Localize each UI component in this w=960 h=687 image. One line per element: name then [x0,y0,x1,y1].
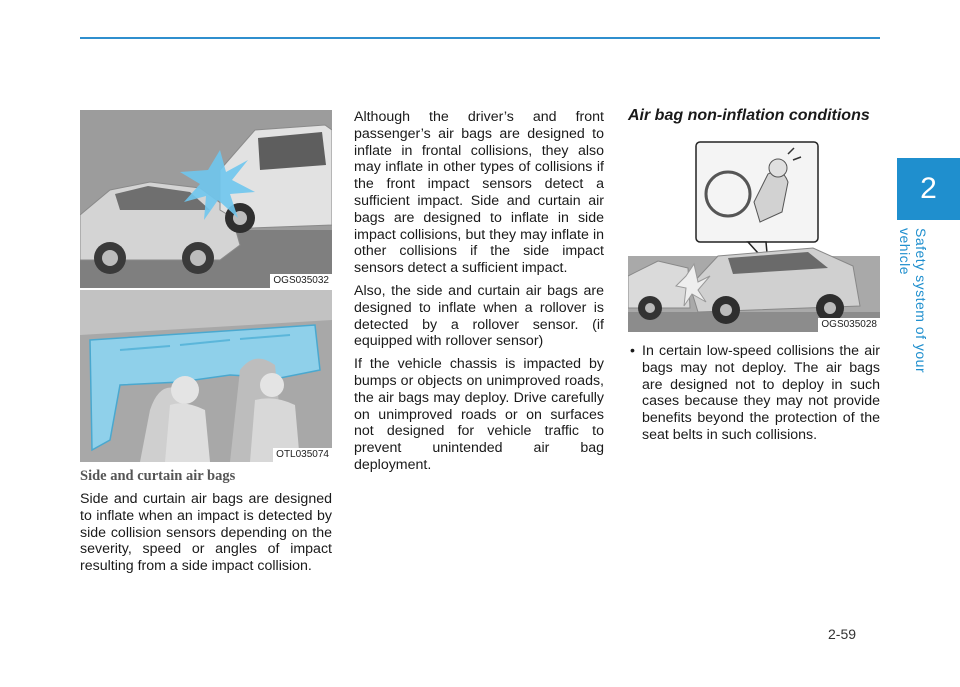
curtain-airbag-illustration [80,290,332,462]
figure-code: OGS035032 [270,274,332,288]
chapter-title: Safety system of your vehicle [897,228,929,374]
left-column [80,468,332,575]
page-number: 2-59 [828,626,857,642]
section-heading: Side and curtain air bags [80,468,236,484]
low-speed-collision-illustration [628,136,880,332]
right-column [628,343,880,444]
curtain-airbag-figure [80,290,332,462]
body-paragraph: Side and curtain air bags are designed to inflate when an impact is detected by side collision sensors depending on the severity, speed or angles of impact resulting from a side impact collision. [80,491,332,575]
figure-code: OTL035074 [273,448,332,462]
chapter-number-tab: 2 [897,158,960,220]
section-heading: Air bag non-inflation conditions [628,107,870,124]
top-rule [80,37,880,39]
figure-code: OGS035028 [818,318,880,332]
low-speed-collision-figure [628,136,880,332]
side-collision-figure [80,110,332,288]
bullet-list [628,343,880,444]
body-paragraph: If the vehicle chassis is impacted by bumps or objects on unimproved roads, the air bags may deploy. Drive carefully on unimproved roads or on surfaces not designed for vehicle traffic to prevent unintended air bag deployment. [354,356,604,473]
body-paragraph: Although the driver’s and front passenger’s air bags are designed to inflate in frontal collisions, they also may inflate in other types of collisions if the front impact sensors detect a sufficient impact. Side and curtain air bags are designed to inflate in side impact collisions, but they may inflate in other collisions if the side impact sensors detect a sufficient impact. [354,109,604,277]
right-column-heading-wrap [628,107,880,125]
list-item: • In certain low-speed collisions the air bags may not deploy. The air bags are designed not to deploy in such cases because they may not provide benefits beyond the protection of the seat belts in such collisions. [628,343,880,444]
body-paragraph: Also, the side and curtain air bags are designed to inflate when a rollover is detected by a rollover sensor. (if equipped with rollover sensor) [354,282,604,350]
side-collision-illustration [80,110,332,288]
middle-column [354,109,604,474]
